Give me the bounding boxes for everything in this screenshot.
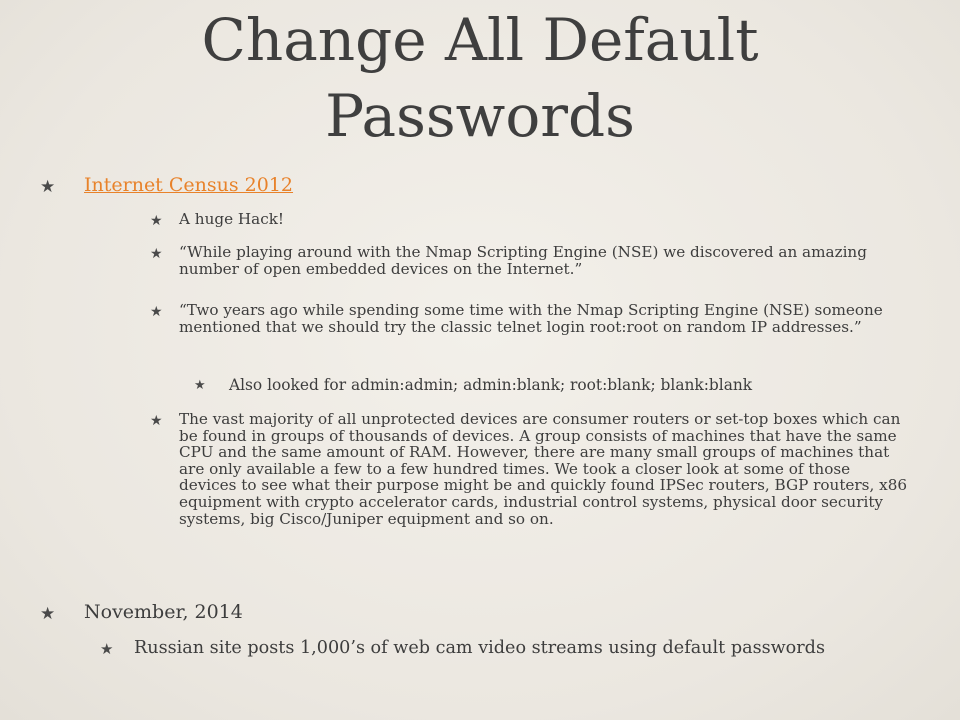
bullet-huge-hack [150,211,910,229]
bullet-text: “Two years ago while spending some time with the Nmap Scripting Engine (NSE) someone mentioned that we should try the classic telnet login root:root on random IP addresses.” [179,301,883,336]
star-bullet-icon: ★ [194,378,206,393]
star-bullet-icon: ★ [40,604,56,624]
bullet-nmap-quote-2 [150,302,910,335]
bullet-text: November, 2014 [84,601,243,623]
star-bullet-icon: ★ [100,640,114,658]
bullet-text: Also looked for admin:admin; admin:blank; root:blank; blank:blank [229,376,753,394]
bullet-text: Russian site posts 1,000’s of web cam video streams using default passwords [134,638,825,658]
bullet-text: A huge Hack! [179,210,285,228]
internet-census-link[interactable]: Internet Census 2012 [84,174,294,196]
star-bullet-icon: ★ [150,246,163,262]
bullet-russian-site [100,637,920,659]
star-bullet-icon: ★ [40,177,56,197]
bullet-text: The vast majority of all unprotected devices are consumer routers or set-top boxes which can be found in groups of thousands of devices. A group consists of machines that have the same CPU and the same amount of RAM. However, there are many small groups of machines that are only available a few to a few hundred times. We took a closer look at some of those devices to see what their purpose might be and quickly found IPSec routers, BGP routers, x86 equipment with crypto accelerator cards, industrial control systems, physical door security systems, big Cisco/Juniper equipment and so on. [179,410,908,528]
bullet-text: “While playing around with the Nmap Scripting Engine (NSE) we discovered an amazing number of open embedded devices on the Internet.” [179,243,867,278]
slide-title-line-2: Passwords [325,82,635,150]
star-bullet-icon: ★ [150,213,163,229]
bullet-internet-census [40,173,920,197]
bullet-also-looked [194,376,910,394]
slide-title-line-1: Change All Default [201,6,759,74]
bullet-vast-majority [150,411,910,527]
star-bullet-icon: ★ [150,304,163,320]
bullet-nmap-quote-1 [150,244,910,277]
star-bullet-icon: ★ [150,413,163,429]
bullet-november-2014 [40,600,920,624]
slide-title [80,2,880,154]
